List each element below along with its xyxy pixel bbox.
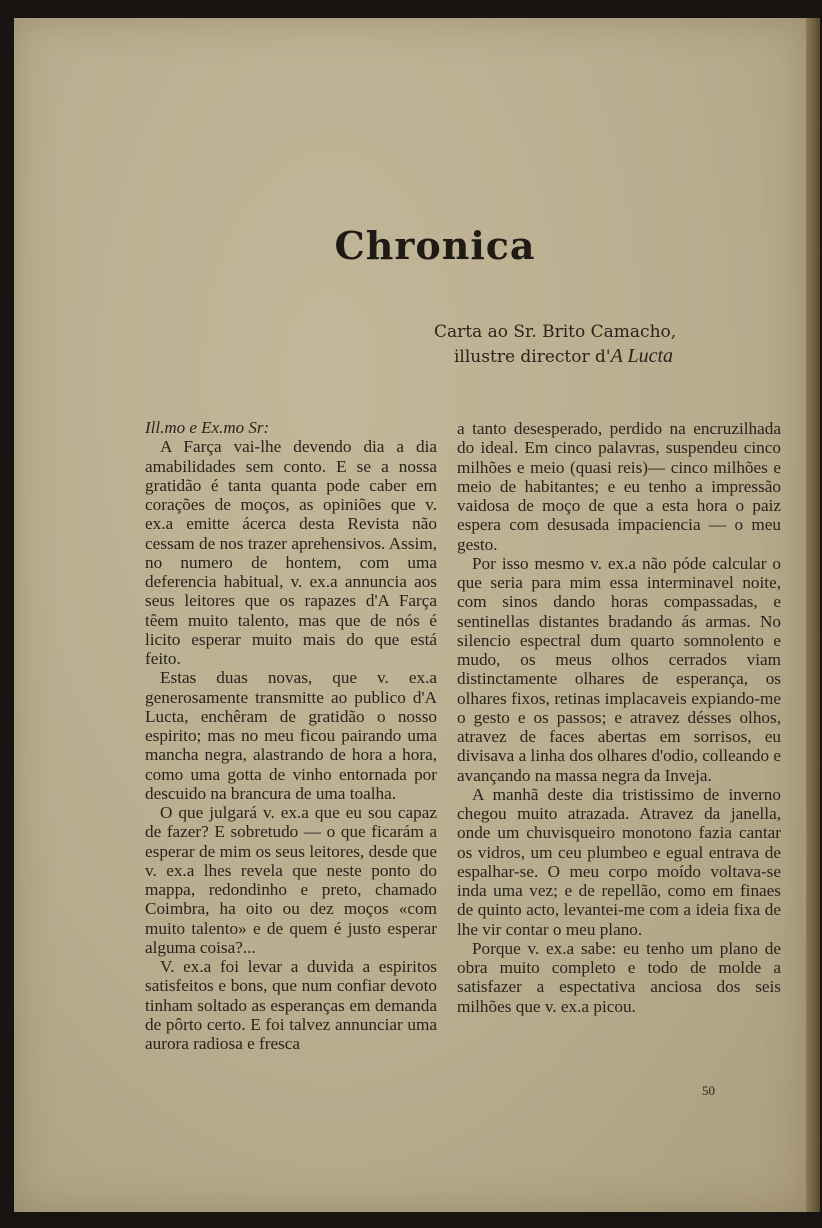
- page-sheet: [14, 18, 806, 1212]
- subtitle-line-2-prefix: illustre director d': [454, 347, 611, 367]
- left-column: [145, 418, 437, 1053]
- subtitle-line-2: [434, 344, 764, 369]
- paragraph: a tanto desesperado, perdido na encruzilhada do ideal. Em cinco palavras, suspendeu cinco milhões e meio (quasi reis)— cinco milhões e meio de habitantes; e eu tenho a impressão vaidosa de moço de que a esta hora o paiz espera com desusada impaciencia — o meu gesto.: [457, 419, 781, 554]
- right-column: [457, 419, 781, 1016]
- paragraph: V. ex.a foi levar a duvida a espiritos satisfeitos e bons, que num confiar devoto tinham soltado as esperanças em demanda de pôrto certo. E foi talvez annunciar uma aurora radiosa e fresca: [145, 957, 437, 1053]
- page-title: Chronica: [334, 223, 536, 268]
- page-number: 50: [702, 1083, 715, 1098]
- subtitle-journal-name: A Lucta: [610, 345, 674, 367]
- paragraph: Porque v. ex.a sabe: eu tenho um plano de obra muito completo e todo de molde a satisfazer a espectativa anciosa dos seis milhões que v. ex.a picou.: [457, 938, 781, 1016]
- paragraph: Estas duas novas, que v. ex.a generosamente transmitte ao publico d'A Lucta, enchêram de gratidão o nosso espirito; mas no meu ficou pairando uma mancha negra, alastrando de hora a hora, como uma gotta de vinho entornada por descuido na brancura de uma toalha.: [145, 668, 437, 803]
- paragraph: O que julgará v. ex.a que eu sou capaz de fazer? E sobretudo — o que ficarám a esperar de mim os seus leitores, desde que v. ex.a lhes revela que neste ponto do mappa, redondinho e preto, chamado Coimbra, ha oito ou dez moços «com muito talento» e de quem é justo esperar alguma coisa?...: [145, 803, 437, 957]
- salutation: Ill.mo e Ex.mo Sr:: [145, 418, 270, 437]
- book-spine: [806, 18, 820, 1212]
- paragraph: Por isso mesmo v. ex.a não póde calcular o que seria para mim essa interminavel noite, com sinos dando horas compassadas, e sentinellas distantes bradando ás armas. No silencio espectral dum quarto somnolento e mudo, os meus olhos cerrados viam distinctamente olhares de esperança, os olhares fixos, retinas implacaveis expiando-me o gesto e os passos; e atravez désses olhos, atravez de faces abertas em sorrisos, eu divisava a linha dos olhares d'odio, colleando e avançando na massa negra da Inveja.: [457, 553, 781, 785]
- paragraph: A manhã deste dia tristissimo de inverno chegou muito atrazada. Atravez da janella, onde um chuvisqueiro monotono fazia cantar os vidros, um ceu plumbeo e egual entrava de espalhar-se. O meu corpo moído voltava-se inda uma vez; e de repellão, como em finaes de quinto acto, levantei-me com a ideia fixa de lhe vir contar o meu plano.: [457, 784, 781, 939]
- subtitle-line-1: Carta ao Sr. Brito Camacho,: [434, 322, 677, 342]
- paragraph: A Farça vai-lhe devendo dia a dia amabilidades sem conto. E se a nossa gratidão é tanta quanta pode caber em corações de moços, as opiniões que v. ex.a emitte ácerca desta Revista não cessam de nos trazer aprehensivos. Assim, no numero de hontem, com uma deferencia habitual, v. ex.a annuncia aos seus leitores que os rapazes d'A Farça têem muito talento, mas que de nós é licito esperar muito mais do que está feito.: [145, 437, 437, 668]
- subtitle: [434, 320, 764, 369]
